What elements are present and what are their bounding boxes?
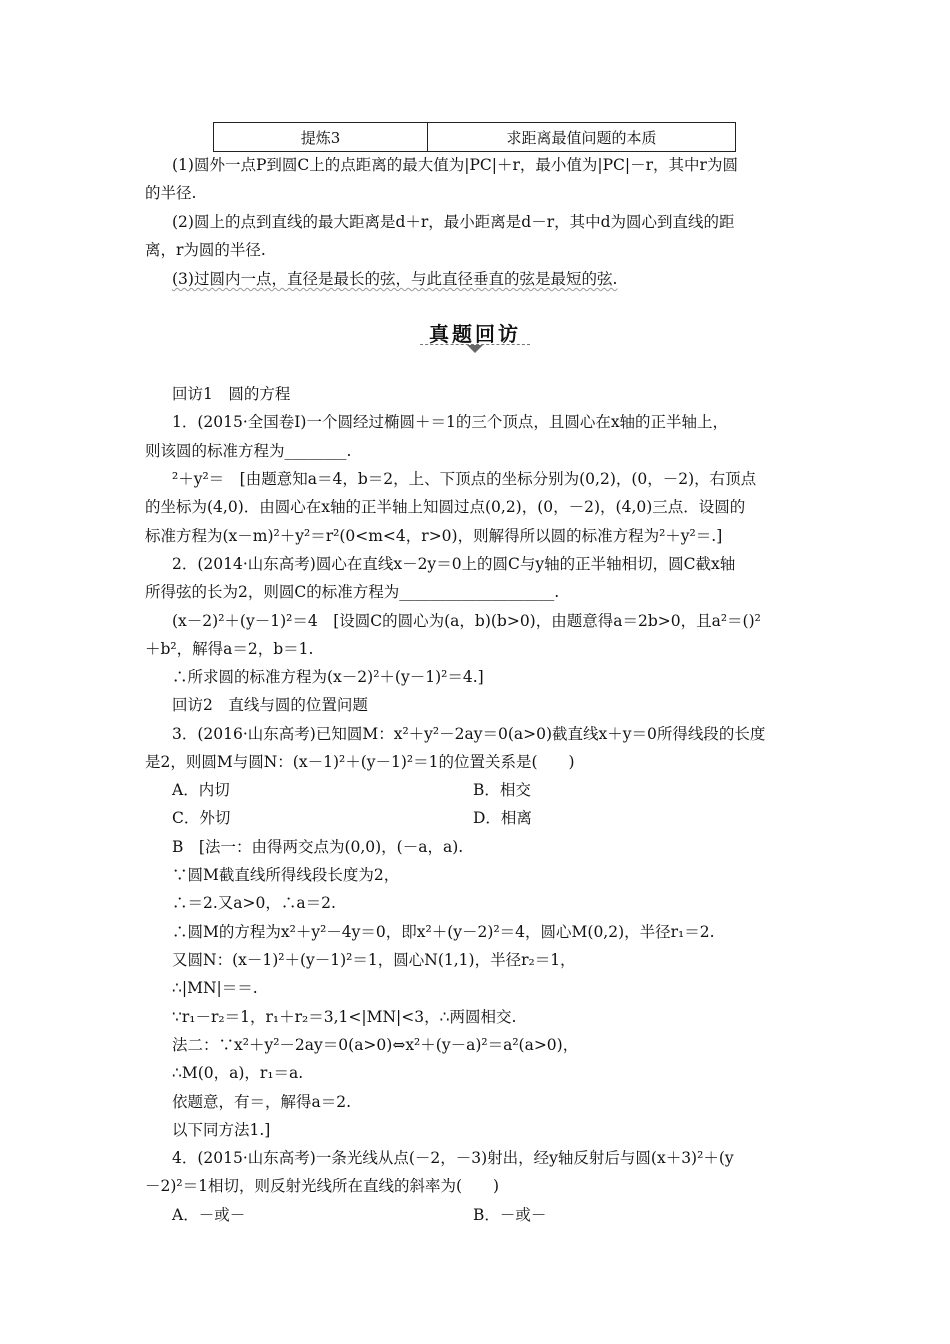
body-line: 的坐标为(4,0)．由圆心在x轴的正半轴上知圆过点(0,2)，(0，－2)，(4,0)三点．设圆的: [145, 498, 746, 516]
summary-point: (3)过圆内一点，直径是最长的弦，与此直径垂直的弦是最短的弦.: [172, 270, 618, 288]
body-line: 1．(2015·全国卷Ⅰ)一个圆经过椭圆＋＝1的三个顶点，且圆心在x轴的正半轴上，: [172, 413, 729, 431]
body-line: 法二：∵x²＋y²－2ay＝0(a>0)⇔x²＋(y－a)²＝a²(a>0)，: [172, 1036, 579, 1054]
body-line: 则该圆的标准方程为________.: [145, 442, 352, 460]
choice-b: B．相交: [473, 781, 531, 799]
body-line: ²＋y²＝ [由题意知a＝4，b＝2，上、下顶点的坐标分别为(0,2)，(0，－2)，右顶点: [172, 470, 757, 488]
summary-point: 的半径.: [145, 184, 197, 202]
body-line: 是2，则圆M与圆N：(x－1)²＋(y－1)²＝1的位置关系是( ): [145, 753, 575, 771]
body-line: 2．(2014·山东高考)圆心在直线x－2y＝0上的圆C与y轴的正半轴相切，圆C截x轴: [172, 555, 736, 573]
body-line: ∴＝2.又a>0，∴a＝2.: [172, 894, 336, 912]
choice-a: A．内切: [172, 781, 230, 799]
body-line: ∴|MN|＝＝.: [172, 979, 258, 997]
section-heading: 真题回访: [429, 322, 521, 346]
body-line: －2)²＝1相切，则反射光线所在直线的斜率为( ): [145, 1177, 500, 1195]
body-line: ∵r₁－r₂＝1，r₁＋r₂＝3,1<|MN|<3，∴两圆相交.: [172, 1008, 517, 1026]
body-line: 4．(2015·山东高考)一条光线从点(－2，－3)射出，经y轴反射后与圆(x＋3)²＋(y: [172, 1149, 734, 1167]
choice-c: C．外切: [172, 809, 231, 827]
choice-a: A．－或－: [172, 1206, 246, 1224]
body-line: 回访1 圆的方程: [172, 385, 291, 403]
body-line: ∴所求圆的标准方程为(x－2)²＋(y－1)²＝4.]: [172, 668, 484, 686]
summary-table: [213, 122, 736, 152]
body-line: 回访2 直线与圆的位置问题: [172, 696, 368, 714]
summary-table-right: 求距离最值问题的本质: [506, 128, 657, 147]
body-line: ∵圆M截直线所得线段长度为2，: [172, 866, 400, 884]
summary-point: (1)圆外一点P到圆C上的点距离的最大值为|PC|＋r，最小值为|PC|－r，其中r为圆: [172, 156, 738, 174]
body-line: 又圆N：(x－1)²＋(y－1)²＝1，圆心N(1,1)，半径r₂＝1，: [172, 951, 576, 969]
body-line: 以下同方法1.]: [172, 1121, 271, 1139]
body-line: 3．(2016·山东高考)已知圆M：x²＋y²－2ay＝0(a>0)截直线x＋y＝0所得线段的长度: [172, 725, 766, 743]
body-line: 标准方程为(x－m)²＋y²＝r²(0<m<4，r>0)，则解得所以圆的标准方程为²＋y²＝.]: [145, 527, 723, 545]
body-line: ∴圆M的方程为x²＋y²－4y＝0，即x²＋(y－2)²＝4，圆心M(0,2)，半径r₁＝2.: [172, 923, 715, 941]
choice-b: B．－或－: [473, 1206, 547, 1224]
body-line: 依题意，有＝，解得a＝2.: [172, 1093, 352, 1111]
choice-d: D．相离: [473, 809, 532, 827]
summary-table-left: 提炼3: [214, 123, 428, 151]
body-line: B [法一：由得两交点为(0,0)，(－a，a).: [172, 838, 464, 856]
body-line: ∴M(0，a)，r₁＝a.: [172, 1064, 304, 1082]
summary-point: 离，r为圆的半径.: [145, 241, 266, 259]
body-line: ＋b²，解得a＝2，b＝1.: [145, 640, 314, 658]
body-line: 所得弦的长为2，则圆C的标准方程为____________________.: [145, 583, 560, 601]
body-line: (x－2)²＋(y－1)²＝4 [设圆C的圆心为(a，b)(b>0)，由题意得a＝2b>0，且a²＝()²: [172, 612, 761, 630]
summary-point: (2)圆上的点到直线的最大距离是d＋r，最小距离是d－r，其中d为圆心到直线的距: [172, 213, 735, 231]
heading-triangle-icon: [467, 345, 483, 353]
